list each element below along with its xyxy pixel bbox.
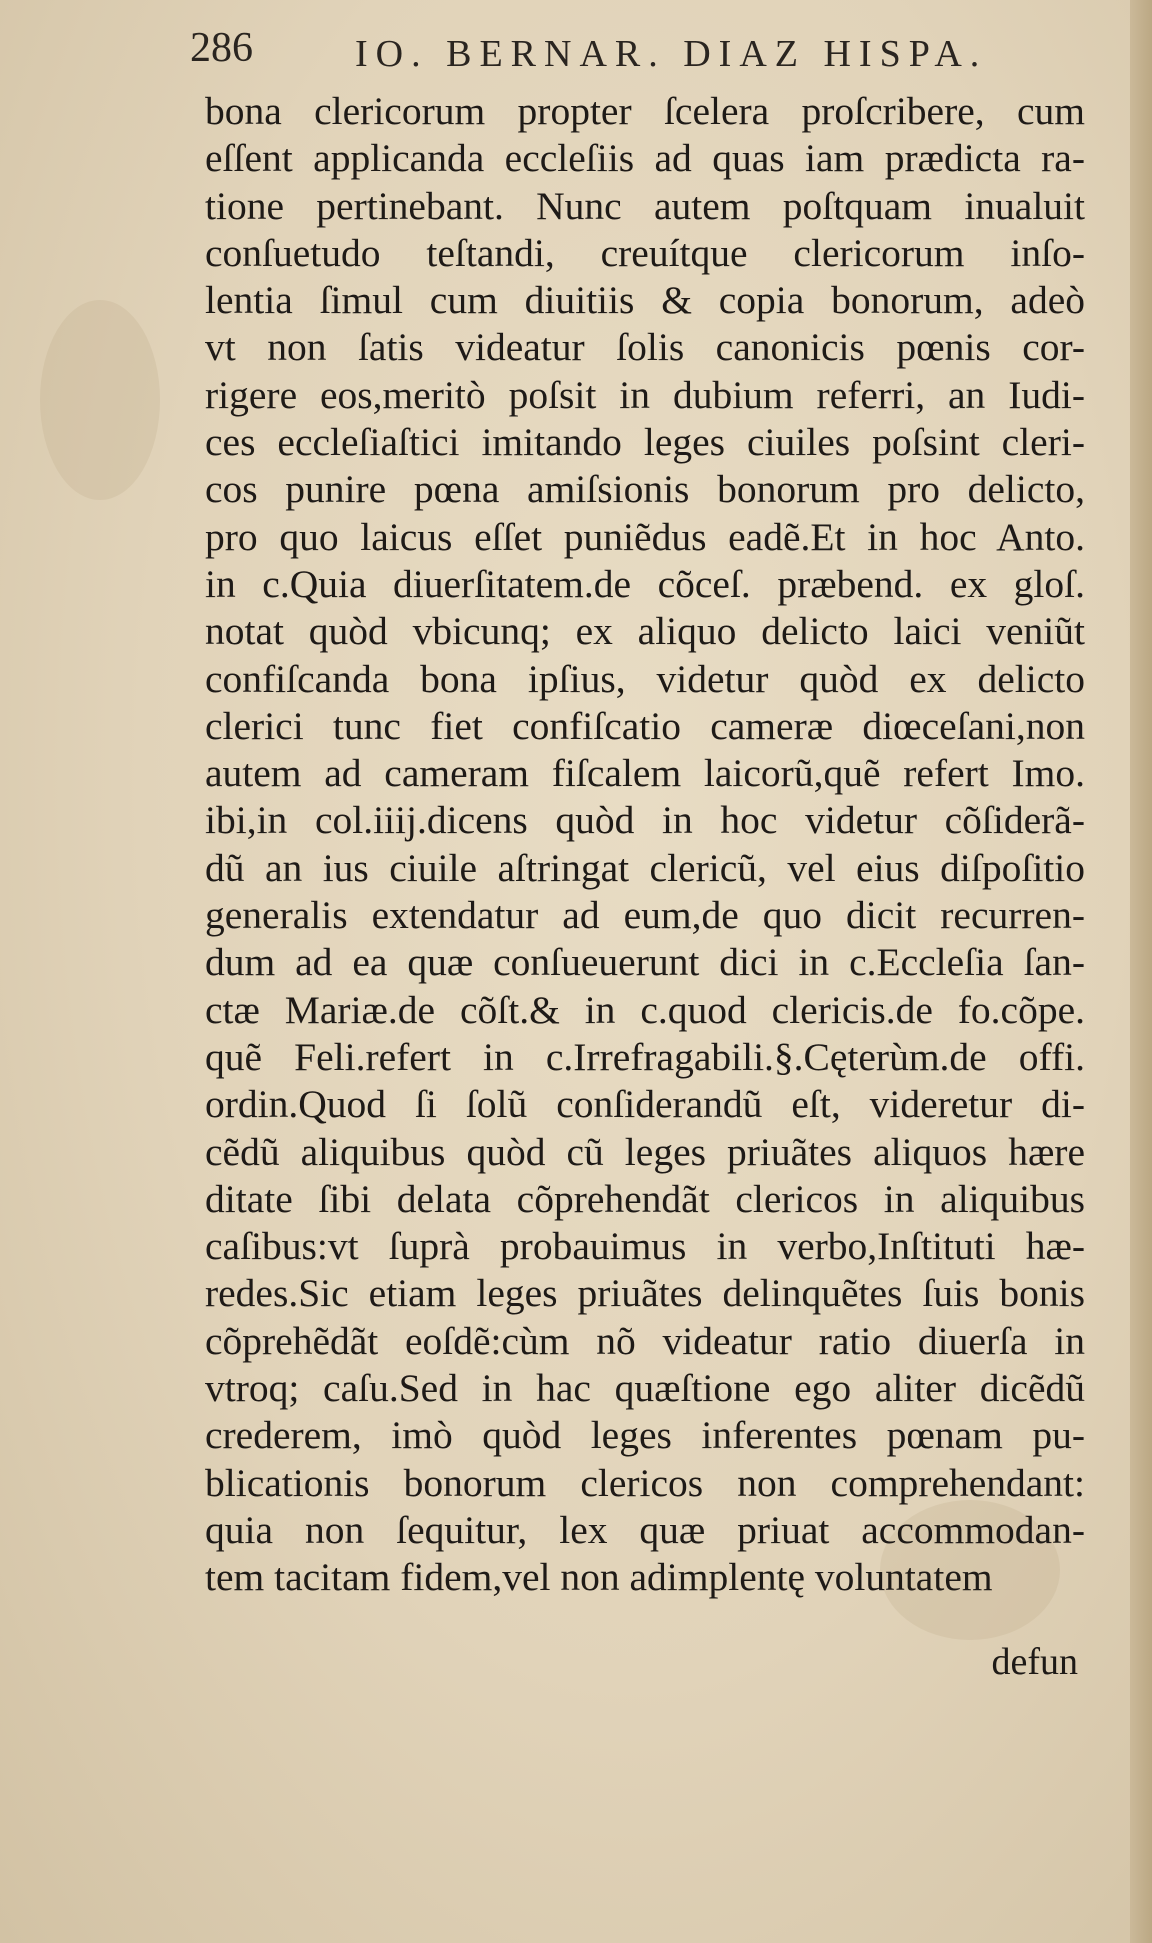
text-line: confiſcanda bona ipſius, videtur quòd ex delicto bbox=[205, 656, 1085, 701]
text-line: blicationis bonorum clericos non comprehendant: bbox=[205, 1460, 1085, 1505]
text-line: tione pertinebant. Nunc autem poſtquam inualuit bbox=[205, 183, 1085, 228]
body-text bbox=[205, 88, 1085, 1602]
running-head: IO. BERNAR. DIAZ HISPA. bbox=[355, 33, 988, 75]
text-line: cõprehẽdãt eoſdẽ:cùm nõ videatur ratio diuerſa in bbox=[205, 1318, 1085, 1363]
text-line: pro quo laicus eſſet puniẽdus eadẽ.Et in hoc Anto. bbox=[205, 514, 1085, 559]
catchword: defun bbox=[991, 1641, 1078, 1683]
page-header bbox=[190, 22, 990, 82]
text-line: dũ an ius ciuile aſtringat clericũ, vel eius diſpoſitio bbox=[205, 845, 1085, 890]
text-line: ditate ſibi delata cõprehendãt clericos in aliquibus bbox=[205, 1176, 1085, 1221]
text-line: vtroq; caſu.Sed in hac quæſtione ego aliter dicẽdũ bbox=[205, 1366, 1085, 1411]
text-line: generalis extendatur ad eum,de quo dicit recurren- bbox=[205, 893, 1085, 938]
text-line: autem ad cameram fiſcalem laicorũ,quẽ refert Imo. bbox=[205, 751, 1085, 796]
text-line: crederem, imò quòd leges inferentes pœnam pu- bbox=[205, 1413, 1085, 1458]
text-line: tem tacitam fidem,vel non adimplentę voluntatem bbox=[205, 1555, 993, 1600]
page-gutter bbox=[1130, 0, 1152, 1943]
text-line: notat quòd vbicunq; ex aliquo delicto laici veniũt bbox=[205, 609, 1085, 654]
page-number: 286 bbox=[190, 25, 253, 71]
text-line: clerici tunc fiet confiſcatio cameræ diœceſani,non bbox=[205, 703, 1085, 748]
text-line: ces eccleſiaſtici imitando leges ciuiles poſsint cleri- bbox=[205, 420, 1085, 465]
text-line: ordin.Quod ſi ſolũ conſiderandũ eſt, videretur di- bbox=[205, 1082, 1085, 1127]
text-line: quia non ſequitur, lex quæ priuat accommodan- bbox=[205, 1507, 1085, 1552]
text-line: rigere eos,meritò poſsit in dubium referri, an Iudi- bbox=[205, 372, 1085, 417]
text-line: dum ad ea quæ conſueuerunt dici in c.Eccleſia ſan- bbox=[205, 940, 1085, 985]
text-line: ctæ Mariæ.de cõſt.& in c.quod clericis.de fo.cõpe. bbox=[205, 987, 1085, 1032]
text-line: conſuetudo teſtandi, creuítque clericorum inſo- bbox=[205, 230, 1085, 275]
text-line: quẽ Feli.refert in c.Irrefragabili.§.Cęterùm.de offi. bbox=[205, 1034, 1085, 1079]
text-line: redes.Sic etiam leges priuãtes delinquẽtes ſuis bonis bbox=[205, 1271, 1085, 1316]
text-line: eſſent applicanda eccleſiis ad quas iam prædicta ra- bbox=[205, 136, 1085, 181]
text-line: cos punire pœna amiſsionis bonorum pro delicto, bbox=[205, 467, 1085, 512]
text-line: in c.Quia diuerſitatem.de cõceſ. præbend. ex gloſ. bbox=[205, 561, 1085, 606]
text-line: lentia ſimul cum diuitiis & copia bonorum, adeò bbox=[205, 278, 1085, 323]
text-line: bona clericorum propter ſcelera proſcribere, cum bbox=[205, 89, 1085, 133]
text-line: ibi,in col.iiij.dicens quòd in hoc videtur cõſiderã- bbox=[205, 798, 1085, 843]
text-line: cẽdũ aliquibus quòd cũ leges priuãtes aliquos hære bbox=[205, 1129, 1085, 1174]
paper-stain bbox=[40, 300, 160, 500]
text-line: caſibus:vt ſuprà probauimus in verbo,Inſtituti hæ- bbox=[205, 1224, 1085, 1269]
text-line: vt non ſatis videatur ſolis canonicis pœnis cor- bbox=[205, 325, 1085, 370]
